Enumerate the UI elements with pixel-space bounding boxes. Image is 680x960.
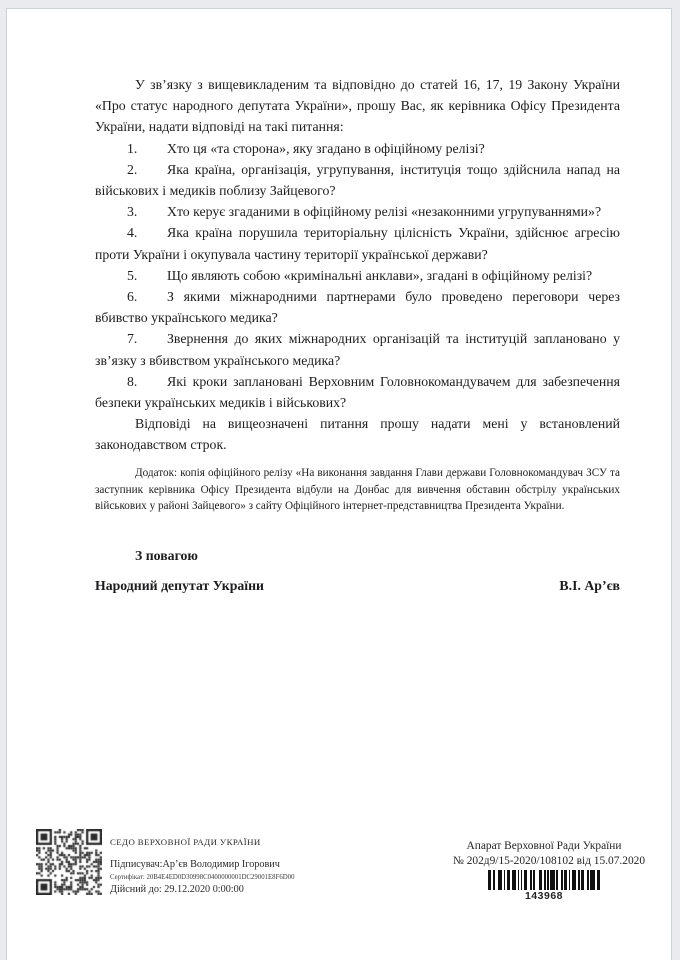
question-text: З якими міжнародними партнерами було проведено переговори через вбивство українського медика?	[95, 289, 620, 326]
signer-title: Народний депутат України	[95, 577, 264, 593]
closing-paragraph: Відповіді на вищеозначені питання прошу надати мені у встановлений законодавством строк.	[95, 416, 620, 453]
registration-footer	[7, 829, 673, 959]
question-item-5	[95, 265, 620, 286]
document-page	[6, 8, 672, 960]
question-text: Звернення до яких міжнародних організацій та інституцій заплановано у зв’язку з вбивством українського медика?	[95, 331, 620, 368]
question-item-2	[95, 159, 620, 201]
barcode-number: 143968	[524, 890, 564, 902]
question-number: 6.	[127, 289, 138, 305]
question-text: Хто керує згаданими в офіційному релізі «незаконними угрупуваннями»?	[167, 204, 602, 220]
question-item-4	[95, 222, 620, 264]
qr-code	[36, 829, 102, 895]
letter-body	[7, 9, 671, 596]
barcode	[453, 870, 635, 890]
intro-paragraph: У зв’язку з вищевикладеним та відповідно до статей 16, 17, 19 Закону України «Про статус народного депутата України», прошу Вас, як керівника Офісу Президента України, надати відповіді на такі питання:	[95, 77, 620, 135]
question-number: 5.	[127, 267, 138, 283]
question-text: Хто ця «та сторона», яку згадано в офіційному релізі?	[167, 140, 485, 156]
question-number: 8.	[127, 373, 138, 389]
signer-name: В.І. Ар’єв	[559, 577, 620, 593]
registration-stamp	[453, 839, 646, 902]
attachment-paragraph: Додаток: копія офіційного релізу «На виконання завдання Глави держави Головнокомандувач ЗСУ та заступник керівника Офісу Президента відбули на Донбас для вивчення обставин обстрілу українських військових у районі Зайцевого» з сайту Офіційного інтернет-представництва Президента України.	[95, 466, 620, 513]
certificate-info: Сертифікат: 20B4E4ED0D30998C0400000001DC29001E8F6D00	[110, 874, 295, 881]
question-text: Яка країна порушила територіальну цілісність України, здійснює агресію проти України і окупувала частину території української держави?	[95, 225, 620, 262]
question-number: 2.	[127, 161, 138, 177]
signature-row	[95, 575, 620, 596]
question-item-3	[95, 201, 620, 222]
question-number: 3.	[127, 204, 138, 220]
question-item-8	[95, 371, 620, 413]
signer-info: Підписувач:Ар’єв Володимир Ігорович	[110, 859, 280, 870]
question-item-7	[95, 328, 620, 370]
regards-line: З повагою	[135, 548, 198, 564]
question-number: 4.	[127, 225, 138, 241]
question-text: Яка країна, організація, угрупування, інституція тощо здійснила напад на військових і медиків поблизу Зайцевого?	[95, 161, 620, 199]
registration-number: № 202д9/15-2020/108102 від 15.07.2020	[453, 855, 646, 867]
question-text: Які кроки заплановані Верховним Головнокомандувачем для забезпечення безпеки українських медиків і військових?	[95, 373, 620, 411]
question-item-1	[95, 138, 620, 159]
validity-info: Дійсний до: 29.12.2020 0:00:00	[110, 884, 244, 895]
question-number: 1.	[127, 140, 138, 156]
apparatus-title: Апарат Верховної Ради України	[466, 840, 622, 852]
sedo-signature-block	[110, 837, 294, 896]
question-item-6	[95, 286, 620, 328]
question-text: Що являють собою «кримінальні анклави», згадані в офіційному релізі?	[167, 267, 593, 283]
question-number: 7.	[127, 331, 138, 347]
sedo-system-title: СЕДО ВЕРХОВНОЇ РАДИ УКРАЇНИ	[110, 837, 261, 847]
